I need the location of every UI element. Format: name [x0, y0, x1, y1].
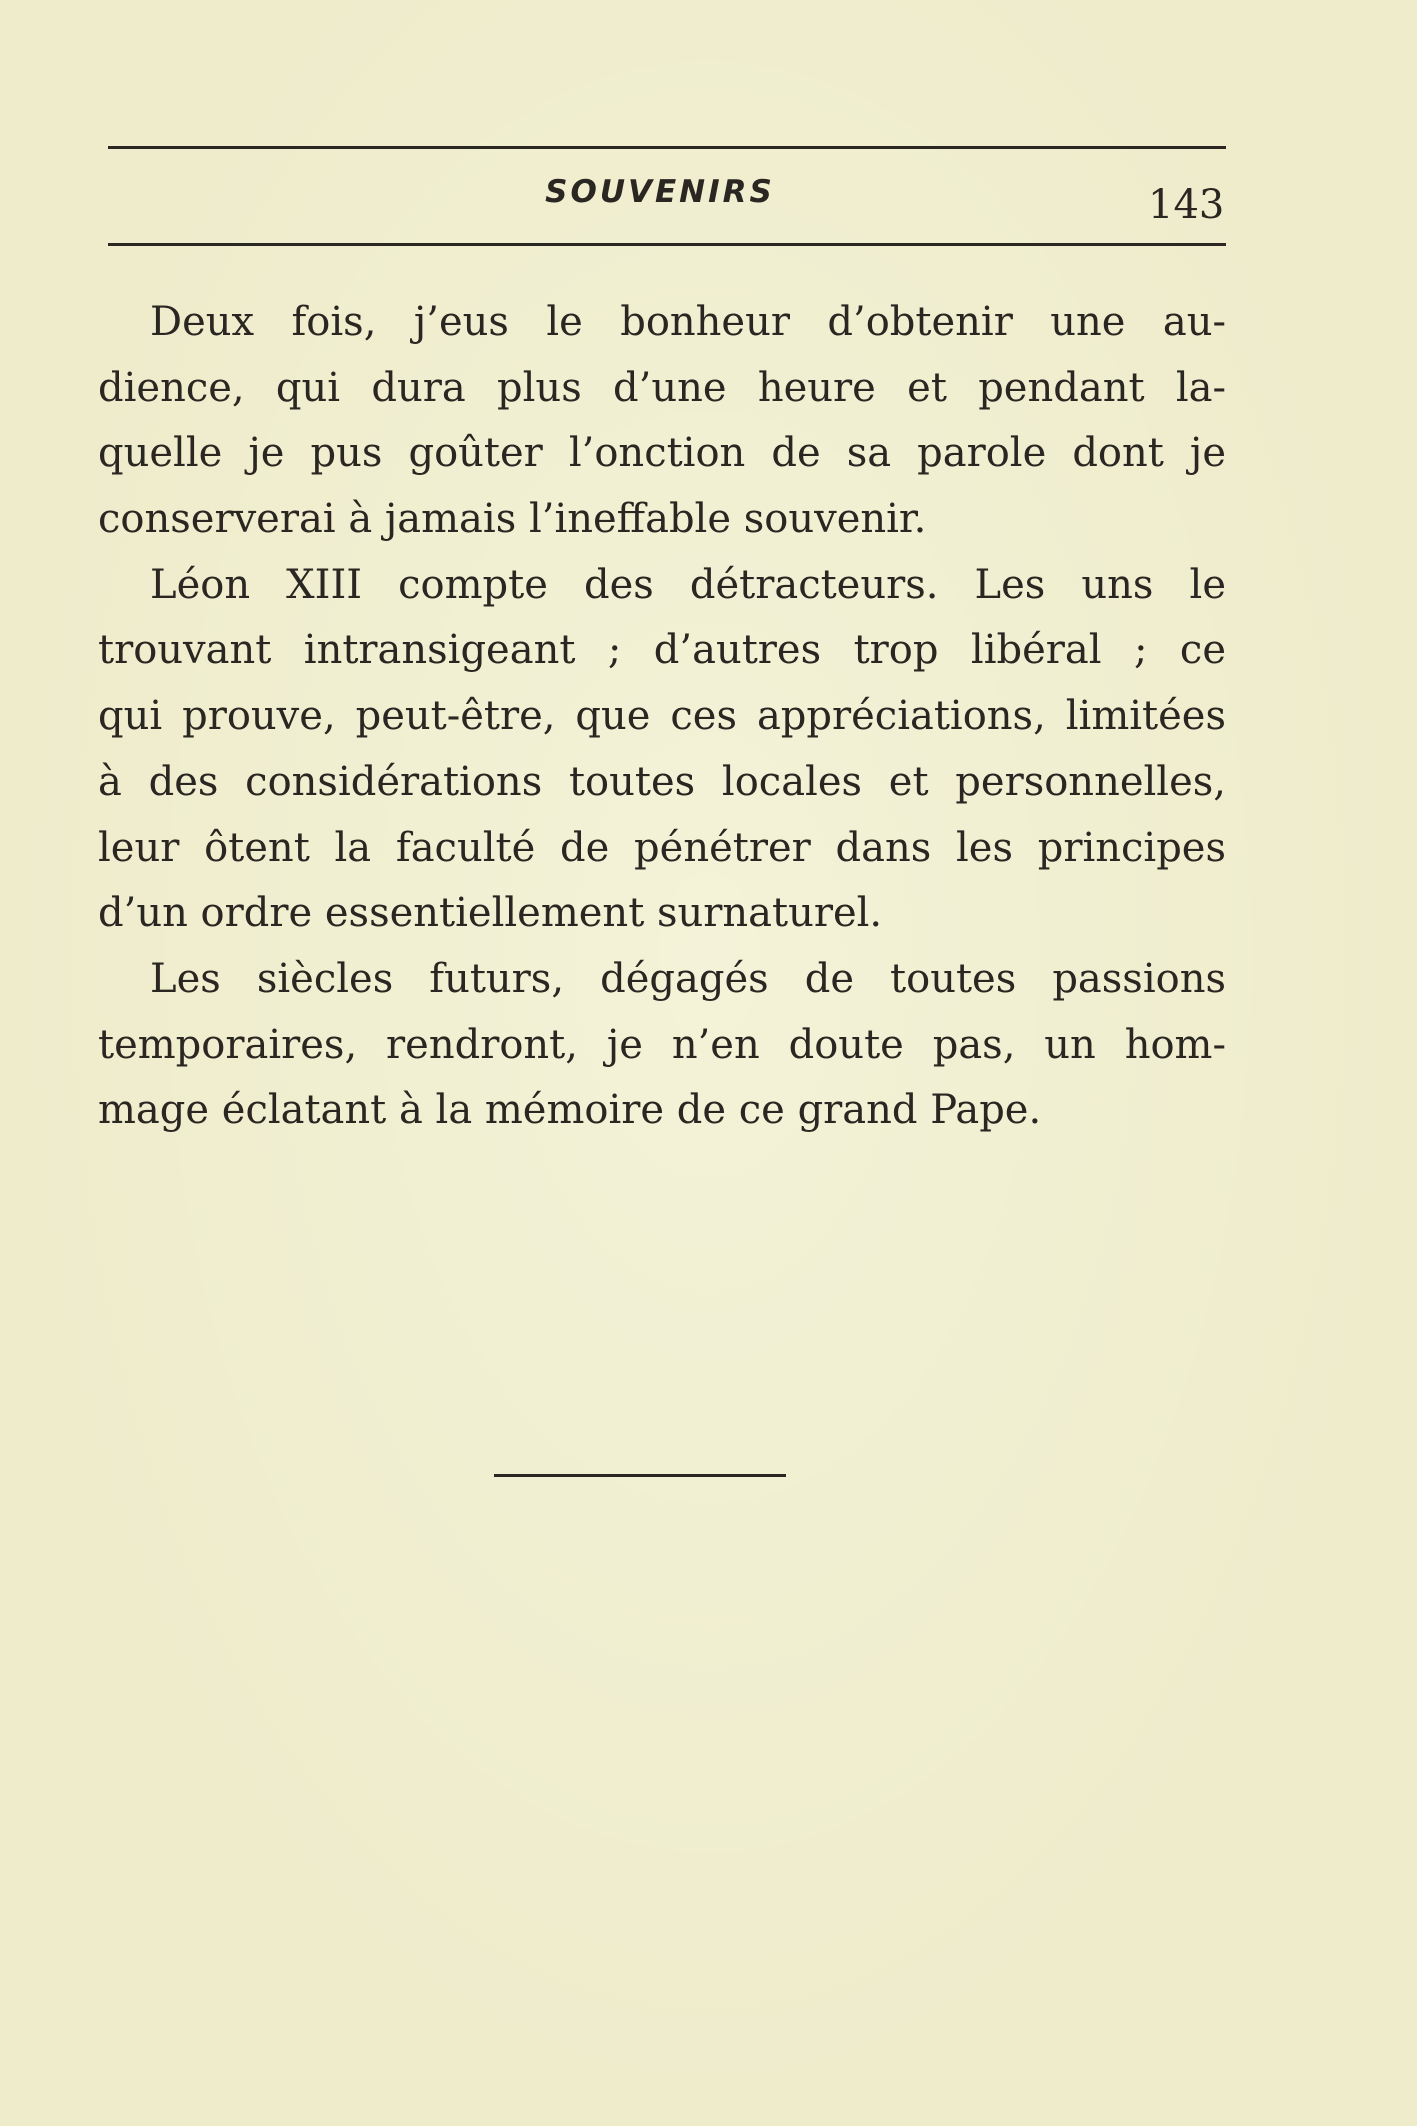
header-top-rule [108, 146, 1226, 149]
text-line: d’un ordre essentiellement surnaturel. [98, 890, 883, 937]
running-title: SOUVENIRS [545, 174, 775, 210]
page-number: 143 [1148, 182, 1225, 228]
text-line: Deux fois, j’eus le bonheur d’obtenir une au- [150, 299, 1226, 345]
text-line: leur ôtent la faculté de pénétrer dans les principes [98, 824, 1226, 871]
header-bottom-rule [108, 243, 1226, 246]
paragraph [98, 553, 1226, 947]
text-line: temporaires, rendront, je n’en doute pas, un hom- [98, 1021, 1226, 1068]
text-line: Léon XIII compte des détracteurs. Les uns le [150, 561, 1226, 608]
paragraph [98, 290, 1226, 553]
text-line: à des considérations toutes locales et personnelles, [98, 758, 1226, 805]
text-line: mage éclatant à la mémoire de ce grand Pape. [98, 1087, 1042, 1134]
text-line: qui prouve, peut-être, que ces appréciations, limitées [98, 693, 1226, 740]
text-line: dience, qui dura plus d’une heure et pendant la- [98, 364, 1226, 411]
paragraph [98, 947, 1226, 1144]
text-line: Les siècles futurs, dégagés de toutes passions [150, 955, 1226, 1002]
text-line: trouvant intransigeant ; d’autres trop libéral ; ce [98, 627, 1226, 674]
text-line: conserverai à jamais l’ineffable souvenir. [98, 496, 927, 543]
end-of-chapter-rule [494, 1474, 786, 1477]
text-line: quelle je pus goûter l’onction de sa parole dont je [98, 430, 1226, 477]
body-text [98, 290, 1226, 1144]
